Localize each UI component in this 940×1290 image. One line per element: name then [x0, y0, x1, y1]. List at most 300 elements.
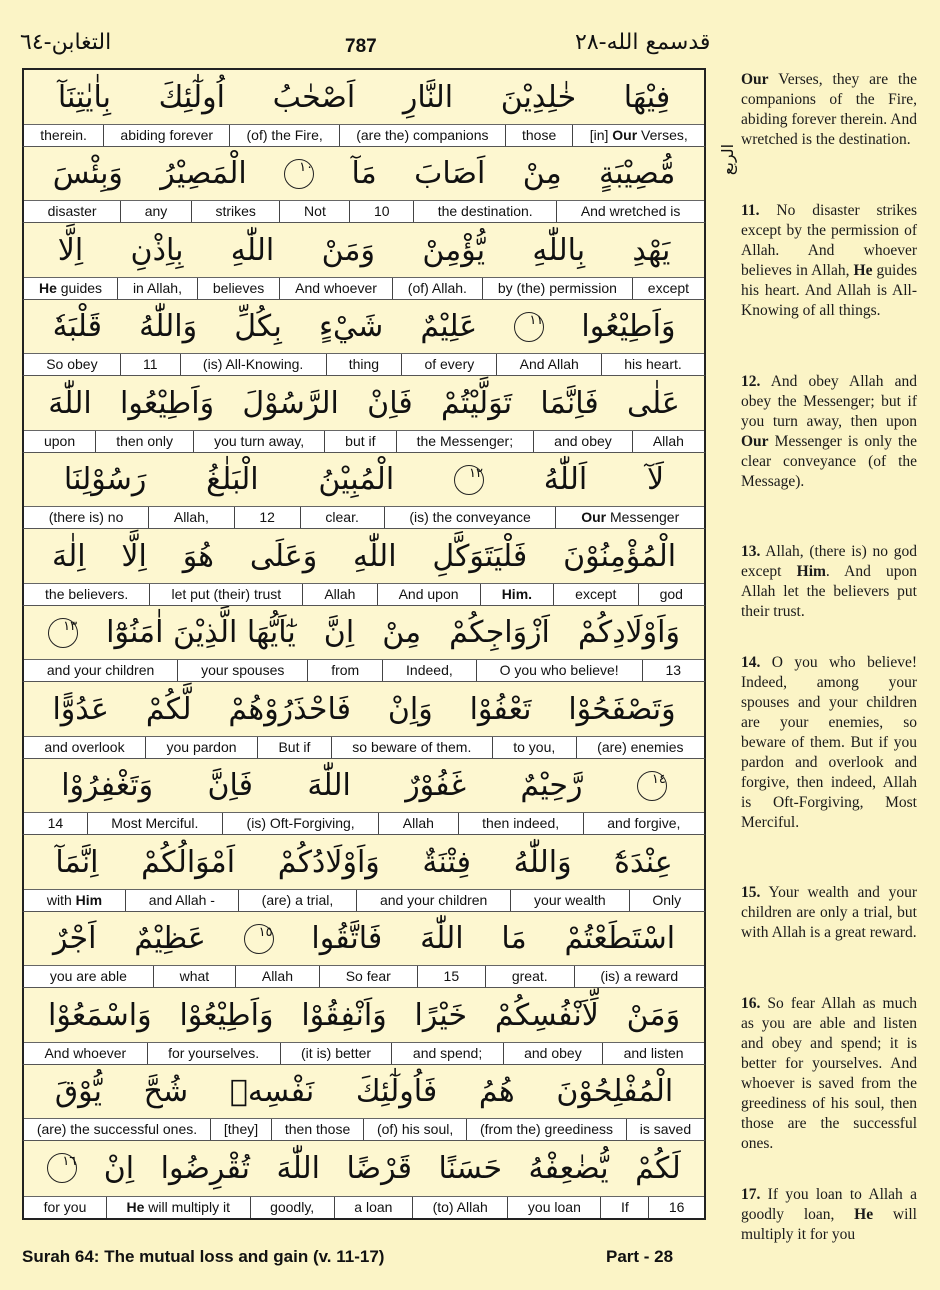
part-name: قدسمع الله-٢٨: [575, 30, 711, 55]
gloss-text: from: [331, 662, 360, 678]
verse-number-marker: ١٢: [454, 465, 484, 495]
word-translations: [24, 200, 704, 222]
arabic-word: فِتْنَةٌ: [422, 844, 471, 880]
gloss-text: those: [521, 126, 557, 143]
gloss-text: So fear: [345, 968, 391, 984]
gloss-text: 10: [373, 203, 390, 219]
arabic-word: وَاسْمَعُوْا: [47, 997, 152, 1033]
arabic-word: اِلَّا: [57, 232, 84, 268]
arabic-word: اِنَّمَآ: [55, 844, 99, 880]
surah-name: التغابن-٦٤: [20, 30, 112, 55]
verse-translation: [741, 653, 917, 833]
verse-translation: [741, 70, 917, 150]
gloss-text: clear.: [325, 509, 359, 525]
word-gloss: [300, 507, 384, 528]
arabic-word: اللّٰهِ: [230, 232, 275, 268]
arabic-word: قَرْضًا: [346, 1150, 412, 1186]
word-gloss: [120, 354, 180, 375]
word-gloss: [503, 1043, 603, 1064]
word-gloss: [279, 201, 349, 222]
translation-text: Messenger is only the clear conveyance (of the Message).: [741, 433, 917, 490]
word-gloss: [458, 813, 583, 834]
gloss-text: by (the) permission: [497, 279, 617, 296]
arabic-word: اُولٰٓئِكَ: [158, 79, 225, 115]
gloss-text: you pardon: [166, 738, 237, 755]
word-gloss: [222, 813, 378, 834]
gloss-text: for you: [43, 1198, 87, 1215]
arabic-word: تَعْفُوْا: [469, 691, 532, 727]
word-gloss: [339, 125, 505, 146]
gloss-text: any: [144, 203, 168, 219]
verse-number-marker: ١١: [514, 312, 544, 342]
arabic-word: يَهْدِ: [632, 232, 671, 268]
gloss-text: to you,: [513, 738, 556, 755]
word-gloss: [556, 201, 704, 222]
word-gloss: [466, 1119, 626, 1140]
gloss-text: And upon: [398, 585, 459, 602]
translation-text: And obey Allah and obey the Messenger; but if you turn away, then upon: [741, 373, 917, 430]
gloss-text: 11: [142, 356, 158, 372]
arabic-word: مَا: [501, 921, 527, 956]
translation-emphasis: Our: [741, 71, 769, 88]
gloss-text: then indeed,: [482, 815, 560, 831]
arabic-word: اللّٰهِ: [353, 538, 397, 574]
arabic-word: لَّكُمْ: [145, 691, 192, 727]
arabic-word: حَسَنًا: [438, 1150, 502, 1186]
gloss-text: (from the) greediness: [479, 1121, 614, 1137]
word-gloss: [334, 1197, 412, 1218]
gloss-emphasis: He: [38, 279, 57, 296]
arabic-word: بِكُلِّ: [234, 309, 282, 344]
gloss-text: and forgive,: [607, 815, 681, 831]
verse-row: [22, 1141, 706, 1218]
arabic-word: عَظِيْمٌ: [134, 921, 206, 956]
word-gloss: [553, 584, 637, 605]
gloss-text: goodly,: [270, 1198, 315, 1215]
word-translations: [24, 659, 704, 681]
arabic-word: فَلْيَتَوَكَّلِ: [432, 538, 528, 574]
gloss-text: what: [179, 968, 210, 984]
word-gloss: [307, 660, 382, 681]
word-gloss: [485, 966, 574, 987]
arabic-word: فَاُولٰٓئِكَ: [355, 1074, 438, 1109]
word-gloss: [229, 125, 339, 146]
gloss-text: [they]: [223, 1121, 259, 1137]
arabic-word: تَوَلَّيْتُمْ: [440, 385, 513, 421]
word-gloss: [384, 507, 556, 528]
gloss-text: (is) All-Knowing.: [202, 356, 304, 372]
word-gloss: [24, 278, 117, 299]
translation-emphasis: Our: [741, 433, 769, 450]
word-gloss: [95, 431, 193, 452]
gloss-text: of every: [424, 356, 475, 372]
arabic-word: اِنَّ: [323, 615, 355, 650]
gloss-emphasis: He: [126, 1198, 145, 1215]
word-gloss: [191, 201, 280, 222]
word-gloss: [638, 584, 705, 605]
arabic-word: يٰٓاَيُّهَا الَّذِيْنَ اٰمَنُوْٓا: [106, 615, 296, 650]
gloss-text: the Messenger;: [416, 432, 514, 449]
verse-row: [22, 300, 706, 377]
word-gloss: [505, 125, 573, 146]
gloss-text: with: [46, 891, 76, 908]
word-gloss: [148, 507, 234, 528]
word-gloss: [257, 737, 331, 758]
word-gloss: [234, 507, 300, 528]
translation-emphasis: Him: [796, 563, 826, 580]
arabic-line: [24, 912, 704, 966]
verse-number-marker: ١٤: [637, 771, 667, 801]
gloss-text: Allah: [402, 815, 434, 831]
gloss-text: you are able: [49, 968, 127, 984]
gloss-text: let put (their) trust: [171, 585, 282, 602]
gloss-text: Allah: [261, 968, 293, 984]
arabic-line: [24, 988, 704, 1042]
word-translations: [24, 353, 704, 375]
arabic-word: عَلِيْمٌ: [420, 309, 478, 344]
word-gloss: [356, 890, 510, 911]
gloss-text: and overlook: [44, 738, 125, 755]
verse-row: [22, 529, 706, 606]
word-gloss: [482, 278, 632, 299]
verse-translation: [741, 994, 917, 1154]
gloss-text: therein.: [40, 126, 87, 143]
arabic-word: اللّٰهَ: [420, 921, 464, 956]
arabic-word: اَصَابَ: [414, 156, 486, 191]
arabic-word: مِنْ: [382, 615, 422, 650]
gloss-text: (is) a reward: [600, 968, 679, 984]
gloss-text: (is) Oft-Forgiving,: [246, 815, 355, 831]
arabic-word: فَاِنَّ: [207, 768, 253, 803]
word-gloss: [117, 278, 197, 299]
gloss-emphasis: Our: [612, 126, 638, 143]
translation-text: Allah, (there is) no god except: [741, 543, 917, 580]
arabic-word: الرَّسُوْلَ: [242, 385, 339, 421]
word-gloss: [24, 1197, 106, 1218]
word-gloss: [24, 813, 87, 834]
arabic-word: وَاَوْلَادُكُمْ: [277, 844, 380, 880]
translation-text: Verses, they are the companions of the Fire, abiding forever therein. And wretched is the destination.: [741, 71, 917, 148]
verse-row: [22, 835, 706, 912]
word-translations: [24, 736, 704, 758]
word-gloss: [648, 1197, 704, 1218]
gloss-text: your wealth: [534, 891, 606, 908]
word-translations: [24, 1118, 704, 1140]
word-gloss: [392, 278, 482, 299]
gloss-text: 16: [668, 1198, 685, 1215]
gloss-text: 15: [443, 968, 460, 984]
gloss-text: thing: [348, 356, 380, 372]
verse-number: 11.: [741, 202, 760, 219]
word-gloss: [378, 813, 457, 834]
word-gloss: [480, 584, 553, 605]
arabic-word: لَآ: [647, 462, 665, 497]
arabic-word: تُقْرِضُوا: [160, 1150, 251, 1186]
gloss-text: the destination.: [437, 203, 533, 219]
verse-number-marker: ١٦: [47, 1153, 77, 1183]
gloss-text: And whoever: [44, 1044, 127, 1061]
arabic-word: عَلٰى: [627, 385, 680, 421]
word-translations: [24, 583, 704, 605]
arabic-word: وَاللّٰهُ: [139, 309, 198, 344]
gloss-text: and listen: [623, 1044, 684, 1061]
gloss-text: And whoever: [295, 279, 377, 296]
word-gloss: [147, 1043, 280, 1064]
gloss-emphasis: Our: [581, 509, 607, 525]
word-translations: [24, 812, 704, 834]
gloss-text: (are) the successful ones.: [36, 1121, 198, 1137]
gloss-text: so beware of them.: [352, 738, 472, 755]
arabic-word: اَصْحٰبُ: [272, 79, 356, 115]
verse-translation: [741, 372, 917, 492]
word-gloss: [24, 125, 103, 146]
arabic-word: الْمَصِيْرُ: [160, 156, 247, 191]
arabic-word: الْمُبِيْنُ: [318, 462, 395, 497]
verse-row: [22, 453, 706, 530]
word-gloss: [510, 890, 628, 911]
word-gloss: [601, 354, 704, 375]
arabic-word: وَعَلَى: [249, 538, 318, 574]
word-gloss: [600, 1197, 648, 1218]
arabic-word: رَسُوْلِنَا: [63, 462, 147, 497]
gloss-text: 13: [665, 662, 682, 678]
arabic-word: هُوَ: [182, 538, 215, 574]
verse-translation: [741, 883, 917, 943]
gloss-text: will multiply it: [144, 1198, 230, 1215]
gloss-text: and Allah -: [148, 891, 215, 908]
arabic-line: [24, 1141, 704, 1195]
gloss-text: then those: [284, 1121, 351, 1137]
gloss-text: And Allah: [519, 356, 579, 372]
word-gloss: [626, 1119, 704, 1140]
arabic-word: اِلَّا: [121, 538, 147, 574]
gloss-emphasis: Him: [75, 891, 103, 908]
arabic-word: قَلْبَهٗ: [52, 309, 102, 344]
word-gloss: [193, 431, 324, 452]
word-gloss: [632, 431, 704, 452]
word-translations: [24, 506, 704, 528]
arabic-word: اللّٰهَ: [276, 1150, 320, 1186]
gloss-text: (to) Allah: [432, 1198, 488, 1215]
part-label: Part - 28: [606, 1247, 674, 1266]
word-gloss: [492, 737, 576, 758]
arabic-word: مَآ: [351, 156, 377, 191]
gloss-text: abiding forever: [120, 126, 214, 143]
gloss-text: you turn away,: [214, 432, 305, 449]
arabic-word: مُّصِيْبَةٍ: [599, 156, 676, 191]
word-gloss: [103, 125, 229, 146]
gloss-text: and obey: [554, 432, 612, 449]
word-gloss: [24, 201, 120, 222]
gloss-text: for yourselves.: [168, 1044, 260, 1061]
arabic-word: رَّحِيْمٌ: [520, 768, 583, 803]
verse-number: 12.: [741, 373, 761, 390]
word-gloss: [377, 584, 480, 605]
arabic-word: وَمَنْ: [626, 997, 681, 1033]
arabic-line: [24, 682, 704, 736]
arabic-line: [24, 147, 704, 201]
arabic-word: فِيْهَا: [623, 79, 671, 115]
verse-translation: [741, 1185, 917, 1245]
word-gloss: [555, 507, 704, 528]
arabic-line: [24, 70, 704, 124]
gloss-text: great.: [511, 968, 548, 984]
word-gloss: [24, 507, 148, 528]
word-gloss: [476, 660, 642, 681]
gloss-text: (is) the conveyance: [409, 509, 531, 525]
word-gloss: [413, 201, 556, 222]
gloss-text: believes: [212, 279, 265, 296]
word-gloss: [533, 431, 632, 452]
word-gloss: [24, 966, 153, 987]
gloss-text: But if: [278, 738, 311, 755]
word-gloss: [583, 813, 704, 834]
arabic-word: مِنْ: [522, 156, 562, 191]
word-gloss: [87, 813, 222, 834]
arabic-word: وَاَطِيْعُوا: [581, 309, 676, 344]
gloss-text: (are) enemies: [597, 738, 684, 755]
arabic-word: يُّوْقَ: [54, 1074, 103, 1109]
word-gloss: [125, 890, 238, 911]
verse-row: [22, 70, 706, 147]
arabic-word: وَبِئْسَ: [52, 156, 123, 191]
arabic-word: وَتَصْفَحُوْا: [568, 691, 676, 727]
arabic-word: غَفُوْرٌ: [405, 768, 467, 803]
word-gloss: [238, 890, 356, 911]
arabic-word: اللّٰهَ: [307, 768, 351, 803]
verse-row: [22, 912, 706, 989]
verse-number: 14.: [741, 654, 761, 671]
word-translations: [24, 124, 704, 146]
gloss-text: and obey: [524, 1044, 582, 1061]
gloss-text: except: [647, 279, 690, 296]
arabic-word: هُمُ: [478, 1074, 515, 1109]
word-gloss: [507, 1197, 600, 1218]
word-gloss: [280, 1043, 392, 1064]
arabic-word: الْبَلٰغُ: [206, 462, 259, 497]
word-gloss: [279, 278, 392, 299]
gloss-text: (of) Allah.: [407, 279, 467, 296]
arabic-word: اَجْرٌ: [52, 921, 97, 956]
gloss-text: 12: [259, 509, 275, 525]
word-gloss: [349, 201, 413, 222]
surah-info: Surah 64: The mutual loss and gain (v. 11-17): [22, 1247, 385, 1266]
gloss-text: you loan: [527, 1198, 581, 1215]
arabic-line: [24, 1065, 704, 1119]
gloss-text: O you who believe!: [499, 662, 619, 678]
verse-row: [22, 1065, 706, 1142]
gloss-text: except: [575, 585, 617, 602]
gloss-text: upon: [43, 432, 76, 449]
gloss-text: disaster: [47, 203, 97, 219]
arabic-word: وَتَغْفِرُوْا: [61, 768, 154, 803]
arabic-word: لِّاَنْفُسِكُمْ: [494, 997, 599, 1033]
arabic-word: وَاَنْفِقُوْا: [301, 997, 387, 1033]
arabic-word: فَاِنْ: [367, 385, 413, 421]
verse-translation: [741, 542, 917, 622]
arabic-word: الْمُفْلِحُوْنَ: [556, 1074, 674, 1109]
arabic-word: اَزْوَاجِكُمْ: [449, 615, 550, 650]
arabic-word: خٰلِدِيْنَ: [500, 79, 577, 115]
word-gloss: [24, 584, 149, 605]
word-gloss: [24, 890, 125, 911]
verse-number: 17.: [741, 1186, 761, 1203]
gloss-text: his heart.: [624, 356, 682, 372]
gloss-text: Allah,: [173, 509, 209, 525]
word-gloss: [106, 1197, 250, 1218]
translation-text: Your wealth and your children are only a trial, but with Allah is a great reward.: [741, 884, 917, 941]
verse-number: 16.: [741, 995, 761, 1012]
word-gloss: [24, 660, 177, 681]
arabic-line: [24, 606, 704, 660]
arabic-line: [24, 453, 704, 507]
translation-text: No disaster strikes except by the permission of Allah. And whoever believes in Allah,: [741, 202, 917, 279]
arabic-word: الْمُؤْمِنُوْنَ: [563, 538, 677, 574]
gloss-text: is saved: [639, 1121, 692, 1137]
verse-number-marker: ١٠: [284, 159, 314, 189]
word-gloss: [417, 966, 485, 987]
arabic-line: [24, 759, 704, 813]
arabic-word: يُّضٰعِفْهُ: [528, 1150, 609, 1186]
arabic-word: فَاتَّقُوا: [311, 921, 383, 956]
arabic-word: بِاٰيٰتِنَآ: [57, 79, 111, 115]
word-gloss: [496, 354, 601, 375]
gloss-text: (it is) better: [301, 1044, 372, 1061]
word-gloss: [396, 431, 534, 452]
gloss-text: (of) the Fire,: [246, 126, 323, 143]
word-gloss: [331, 737, 492, 758]
word-gloss: [210, 1119, 271, 1140]
gloss-text: So obey: [46, 356, 98, 372]
word-gloss: [574, 966, 705, 987]
gloss-text: and your children: [379, 891, 488, 908]
word-gloss: [401, 354, 496, 375]
gloss-text: but if: [345, 432, 376, 449]
gloss-text: strikes: [215, 203, 256, 219]
arabic-word: اِلٰهَ: [51, 538, 86, 574]
gloss-text: Verses,: [637, 126, 688, 143]
gloss-text: god: [659, 585, 683, 602]
translation-emphasis: He: [853, 262, 873, 279]
arabic-word: عَدُوًّا: [52, 691, 109, 727]
translation-text: If you loan to Allah a goodly loan,: [741, 1186, 917, 1223]
gloss-text: (are) a trial,: [261, 891, 334, 908]
word-gloss: [391, 1043, 502, 1064]
word-translations: [24, 1196, 704, 1218]
gloss-text: a loan: [354, 1198, 393, 1215]
word-gloss: [326, 354, 402, 375]
word-gloss: [629, 890, 705, 911]
translation-text: guides his heart. And Allah is All-Knowing of all things.: [741, 262, 918, 319]
verse-row: [22, 376, 706, 453]
arabic-word: نَفْسِهٖ: [229, 1074, 315, 1109]
gloss-text: in Allah,: [132, 279, 182, 296]
verse-number: 13.: [741, 543, 761, 560]
arabic-line: [24, 529, 704, 583]
translation-text: will multiply it for you: [741, 1206, 917, 1243]
verse-number-marker: ١٣: [48, 618, 78, 648]
verse-row: [22, 223, 706, 300]
gloss-text: Allah: [324, 585, 356, 602]
verse-row: [22, 606, 706, 683]
word-gloss: [382, 660, 476, 681]
arabic-word: وَاَطِيْعُوْا: [179, 997, 274, 1033]
gloss-emphasis: Him.: [501, 585, 533, 602]
arabic-word: وَاَطِيْعُوا: [120, 385, 215, 421]
verse-number: 15.: [741, 884, 761, 901]
word-translations: [24, 430, 704, 452]
word-translations: [24, 1042, 704, 1064]
